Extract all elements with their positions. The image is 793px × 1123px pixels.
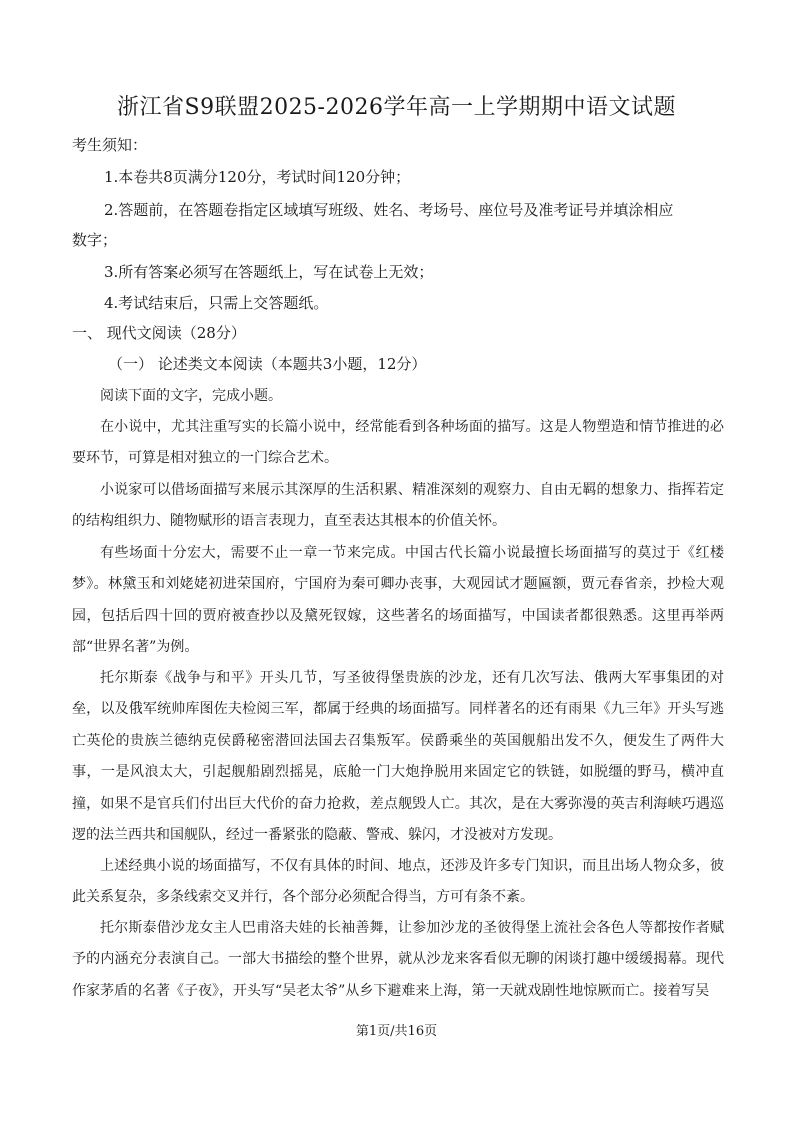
- reading-instruction: 阅读下面的文字，完成小题。: [100, 388, 282, 404]
- passage-paragraph: 托尔斯泰《战争与和平》开头几节，写圣彼得堡贵族的沙龙，还有几次写法、俄两大军事集团的对垒，以及俄军统帅库图佐夫检阅三军，都属于经典的场面描写。同样著名的还有雨果《九三年》开头写逃亡英伦的贵族兰德纳克侯爵秘密潜回法国去召集叛军。侯爵乘坐的英国舰船出发不久，便发生了两件大事，一是风浪太大，引起舰船剧烈摇晃，底舱一门大炮挣脱用来固定它的铁链，如脱缰的野马，横冲直撞，如果不是官兵们付出巨大代价的奋力抢救，差点舰毁人亡。其次，是在大雾弥漫的英吉利海峡巧遇巡逻的法兰西共和国舰队，经过一番紧张的隐蔽、警戒、躲闪，才没被对方发现。: [72, 670, 724, 844]
- notice-item-2-continued: 数字；: [72, 231, 118, 249]
- passage-paragraph: 在小说中，尤其注重写实的长篇小说中，经常能看到各种场面的描写。这是人物塑造和情节推进的必要环节，可算是相对独立的一门综合艺术。: [72, 419, 724, 467]
- notice-item-1: 1.本卷共8页满分120分，考试时间120分钟；: [104, 168, 411, 186]
- notice-item-3: 3.所有答案必须写在答题纸上，写在试卷上无效；: [104, 263, 434, 281]
- passage-paragraph: 小说家可以借场面描写来展示其深厚的生活积累、精准深刻的观察力、自由无羁的想象力、指挥若定的结构组织力、随物赋形的语言表现力，直至表达其根本的价值关怀。: [72, 482, 724, 530]
- notice-heading: 考生须知：: [72, 136, 148, 154]
- passage-paragraph: 上述经典小说的场面描写，不仅有具体的时间、地点，还涉及许多专门知识，而且出场人物众多，彼此关系复杂，多条线索交叉并行，各个部分必须配合得当，方可有条不紊。: [72, 858, 724, 906]
- notice-item-4: 4.考试结束后，只需上交答题纸。: [104, 294, 329, 312]
- passage-paragraph: 托尔斯泰借沙龙女主人巴甫洛夫娃的长袖善舞，让参加沙龙的圣彼得堡上流社会各色人等都按作者赋予的内涵充分表演自己。一部大书描绘的整个世界，就从沙龙来客看似无聊的闲谈打趣中缓缓揭幕。现代作家茅盾的名著《子夜》，开头写“吴老太爷”从乡下避难来上海，第一天就戏剧性地惊厥而亡。接着写吴: [72, 920, 724, 999]
- passage-paragraph: 有些场面十分宏大，需要不止一章一节来完成。中国古代长篇小说最擅长场面描写的莫过于《红楼梦》。林黛玉和刘姥姥初进荣国府，宁国府为秦可卿办丧事，大观园试才题匾额，贾元春省亲，抄检大观园，包括后四十回的贾府被查抄以及黛死钗嫁，这些著名的场面描写，中国读者都很熟悉。这里再举两部“世界名著”为例。: [72, 545, 724, 656]
- notice-item-2: 2.答题前，在答题卷指定区域填写班级、姓名、考场号、座位号及准考证号并填涂相应: [104, 201, 674, 219]
- subsection-heading: （一） 论述类文本阅读（本题共3小题，12分）: [108, 355, 427, 373]
- page-number: 第1页/共16页: [355, 1024, 438, 1039]
- page-title: 浙江省S9联盟2025-2026学年高一上学期期中语文试题: [117, 95, 676, 120]
- section-heading: 一、 现代文阅读（28分）: [72, 324, 246, 342]
